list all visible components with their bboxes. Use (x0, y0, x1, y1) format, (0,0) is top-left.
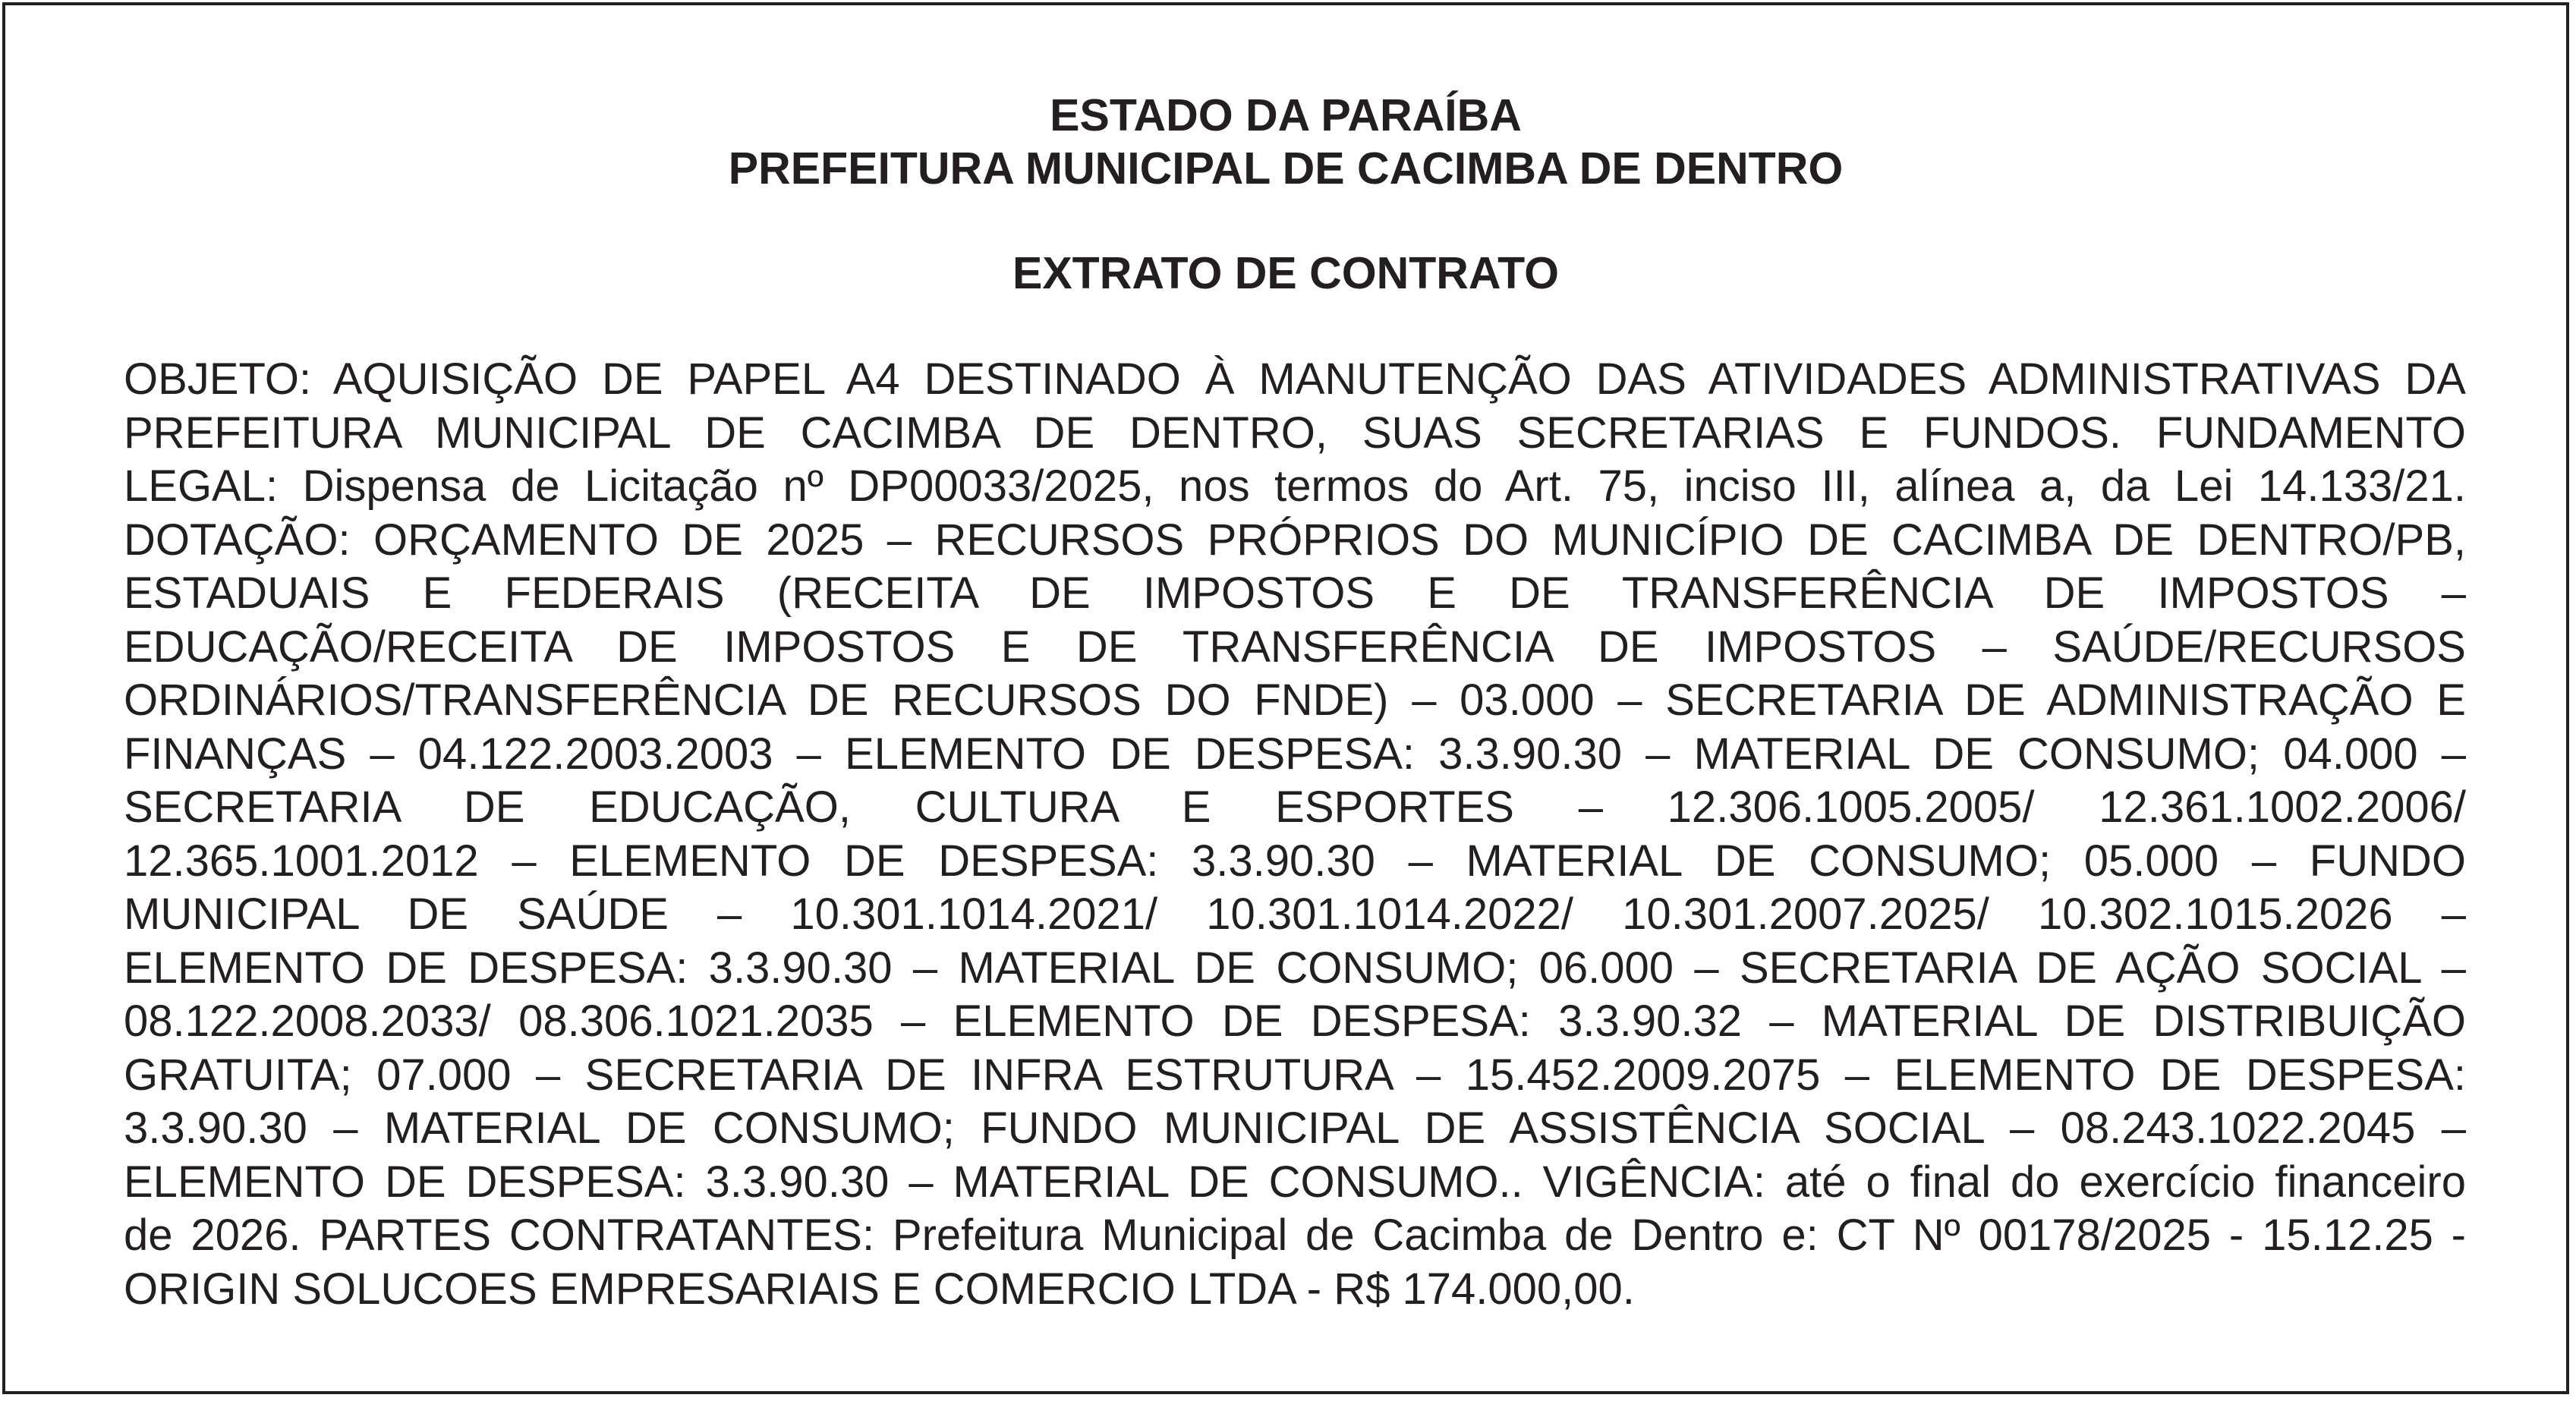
body-line: EDUCAÇÃO/RECEITA DE IMPOSTOS E DE TRANSFERÊNCIA DE IMPOSTOS – SAÚDE/RECURSOS (124, 622, 2466, 672)
city-hall-name: PREFEITURA MUNICIPAL DE CACIMBA DE DENTRO (728, 143, 1844, 194)
body-line: ELEMENTO DE DESPESA: 3.3.90.30 – MATERIAL DE CONSUMO.. VIGÊNCIA: até o final do exercício financeiro (124, 1157, 2466, 1207)
document-title: EXTRATO DE CONTRATO (1012, 248, 1560, 298)
body-line: ESTADUAIS E FEDERAIS (RECEITA DE IMPOSTOS E DE TRANSFERÊNCIA DE IMPOSTOS – (124, 568, 2466, 618)
state-name: ESTADO DA PARAÍBA (1050, 90, 1522, 140)
body-line: MUNICIPAL DE SAÚDE – 10.301.1014.2021/ 10.301.1014.2022/ 10.301.2007.2025/ 10.302.1015.2026 – (124, 889, 2466, 939)
body-line: DOTAÇÃO: ORÇAMENTO DE 2025 – RECURSOS PRÓPRIOS DO MUNICÍPIO DE CACIMBA DE DENTRO/PB, (124, 515, 2466, 565)
contract-body-text (124, 353, 2466, 1316)
body-line: SECRETARIA DE EDUCAÇÃO, CULTURA E ESPORTES – 12.306.1005.2005/ 12.361.1002.2006/ (124, 782, 2466, 832)
body-line: 08.122.2008.2033/ 08.306.1021.2035 – ELEMENTO DE DESPESA: 3.3.90.32 – MATERIAL DE DISTRIBUIÇÃO (124, 996, 2466, 1046)
body-line: OBJETO: AQUISIÇÃO DE PAPEL A4 DESTINADO À MANUTENÇÃO DAS ATIVIDADES ADMINISTRATIVAS DA (124, 354, 2466, 404)
body-line: ELEMENTO DE DESPESA: 3.3.90.30 – MATERIAL DE CONSUMO; 06.000 – SECRETARIA DE AÇÃO SOCIAL – (124, 943, 2466, 993)
body-line: ORDINÁRIOS/TRANSFERÊNCIA DE RECURSOS DO FNDE) – 03.000 – SECRETARIA DE ADMINISTRAÇÃO E (124, 675, 2466, 725)
body-line: FINANÇAS – 04.122.2003.2003 – ELEMENTO DE DESPESA: 3.3.90.30 – MATERIAL DE CONSUMO; 04.000 – (124, 729, 2466, 779)
body-line: PREFEITURA MUNICIPAL DE CACIMBA DE DENTRO, SUAS SECRETARIAS E FUNDOS. FUNDAMENTO (124, 408, 2466, 458)
body-line: GRATUITA; 07.000 – SECRETARIA DE INFRA ESTRUTURA – 15.452.2009.2075 – ELEMENTO DE DESPESA: (124, 1050, 2466, 1100)
document-header (5, 89, 2566, 195)
body-line-last: ORIGIN SOLUCOES EMPRESARIAIS E COMERCIO LTDA - R$ 174.000,00. (124, 1264, 1635, 1314)
body-line: 12.365.1001.2012 – ELEMENTO DE DESPESA: 3.3.90.30 – MATERIAL DE CONSUMO; 05.000 – FUNDO (124, 836, 2466, 886)
body-line: 3.3.90.30 – MATERIAL DE CONSUMO; FUNDO MUNICIPAL DE ASSISTÊNCIA SOCIAL – 08.243.1022.2045 – (124, 1103, 2466, 1153)
body-line: de 2026. PARTES CONTRATANTES: Prefeitura Municipal de Cacimba de Dentro e: CT Nº 00178/2025 - 15.12.25 - (124, 1211, 2466, 1260)
document-border-frame (2, 2, 2569, 1394)
body-line: LEGAL: Dispensa de Licitação nº DP00033/2025, nos termos do Art. 75, inciso III, alínea a, da Lei 14.133/21. (124, 461, 2466, 511)
